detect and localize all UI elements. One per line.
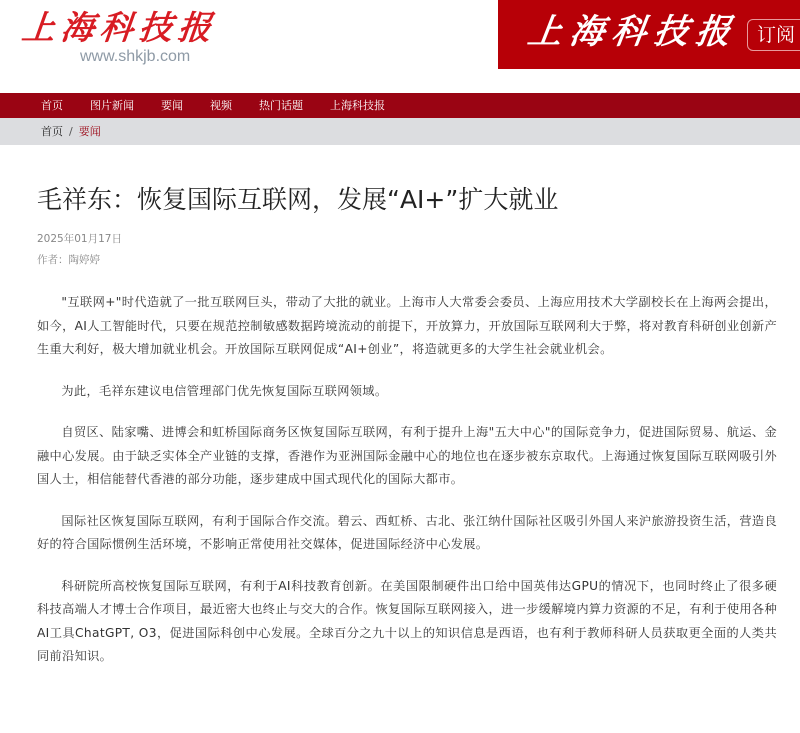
subscribe-button[interactable]: 订阅: [747, 19, 800, 51]
nav-item-video[interactable]: 视频: [210, 99, 232, 112]
nav-item-photo-news[interactable]: 图片新闻: [90, 99, 134, 112]
nav-item-hot-topics[interactable]: 热门话题: [259, 99, 303, 112]
logo-text: 上海科技报: [20, 8, 220, 47]
banner-logo: 上海科技报: [525, 12, 741, 52]
article-body: [37, 291, 777, 669]
site-logo[interactable]: [20, 8, 220, 65]
article-paragraph: 科研院所高校恢复国际互联网，有利于AI科技教育创新。在美国限制硬件出口给中国英伟达GPU的情况下，也同时终止了很多硬科技高端人才博士合作项目，最近密大也终止与交大的合作。恢复国际互联网接入，进一步缓解境内算力资源的不足，有利于使用各种AI工具ChatGPT, O3，促进国际科创中心发展。全球百分之九十以上的知识信息是西语，也有利于教师科研人员获取更全面的人类共同前沿知识。: [37, 578, 777, 663]
article-paragraph: 为此，毛祥东建议电信管理部门优先恢复国际互联网领域。: [61, 383, 388, 398]
article-paragraph: 自贸区、陆家嘴、进博会和虹桥国际商务区恢复国际互联网，有利于提升上海"五大中心"的国际竞争力，促进国际贸易、航运、金融中心发展。由于缺乏实体全产业链的支撑，香港作为亚洲国际金融中心的地位也在逐步被东京取代。上海通过恢复国际互联网吸引外国人士，相信能替代香港的部分功能，逐步建成中国式现代化的国际大都市。: [37, 425, 777, 486]
breadcrumb-current[interactable]: 要闻: [78, 125, 101, 138]
article-author: 作者：陶婷婷: [37, 254, 100, 266]
header-banner: [498, 0, 800, 69]
breadcrumb: [0, 118, 800, 145]
breadcrumb-home[interactable]: 首页: [41, 125, 63, 138]
article-paragraph: "互联网+"时代造就了一批互联网巨头，带动了大批的就业。上海市人大常委会委员、上海应用技术大学副校长在上海两会提出，如今，AI人工智能时代，只要在规范控制敏感数据跨境流动的前提下，开放算力，开放国际互联网利大于弊，将对教育科研创业创新产生重大利好，极大增加就业机会。开放国际互联网促成“AI+创业”，将造就更多的大学生社会就业机会。: [37, 295, 777, 356]
logo-url: www.shkjb.com: [80, 48, 191, 65]
breadcrumb-separator: /: [69, 125, 73, 138]
article-title: 毛祥东：恢复国际互联网，发展“AI+”扩大就业: [37, 185, 559, 214]
article: [37, 145, 777, 687]
nav-item-headlines[interactable]: 要闻: [161, 99, 183, 112]
main-nav: [0, 93, 800, 118]
article-paragraph: 国际社区恢复国际互联网，有利于国际合作交流。碧云、西虹桥、古北、张江纳什国际社区吸引外国人来沪旅游投资生活，营造良好的符合国际惯例生活环境，不影响正常使用社交媒体，促进国际经济中心发展。: [37, 513, 777, 551]
nav-item-home[interactable]: 首页: [41, 99, 63, 112]
nav-item-shanghai-sci-tech-news[interactable]: 上海科技报: [330, 99, 385, 112]
article-date: 2025年01月17日: [37, 233, 122, 245]
site-header: [0, 0, 800, 93]
